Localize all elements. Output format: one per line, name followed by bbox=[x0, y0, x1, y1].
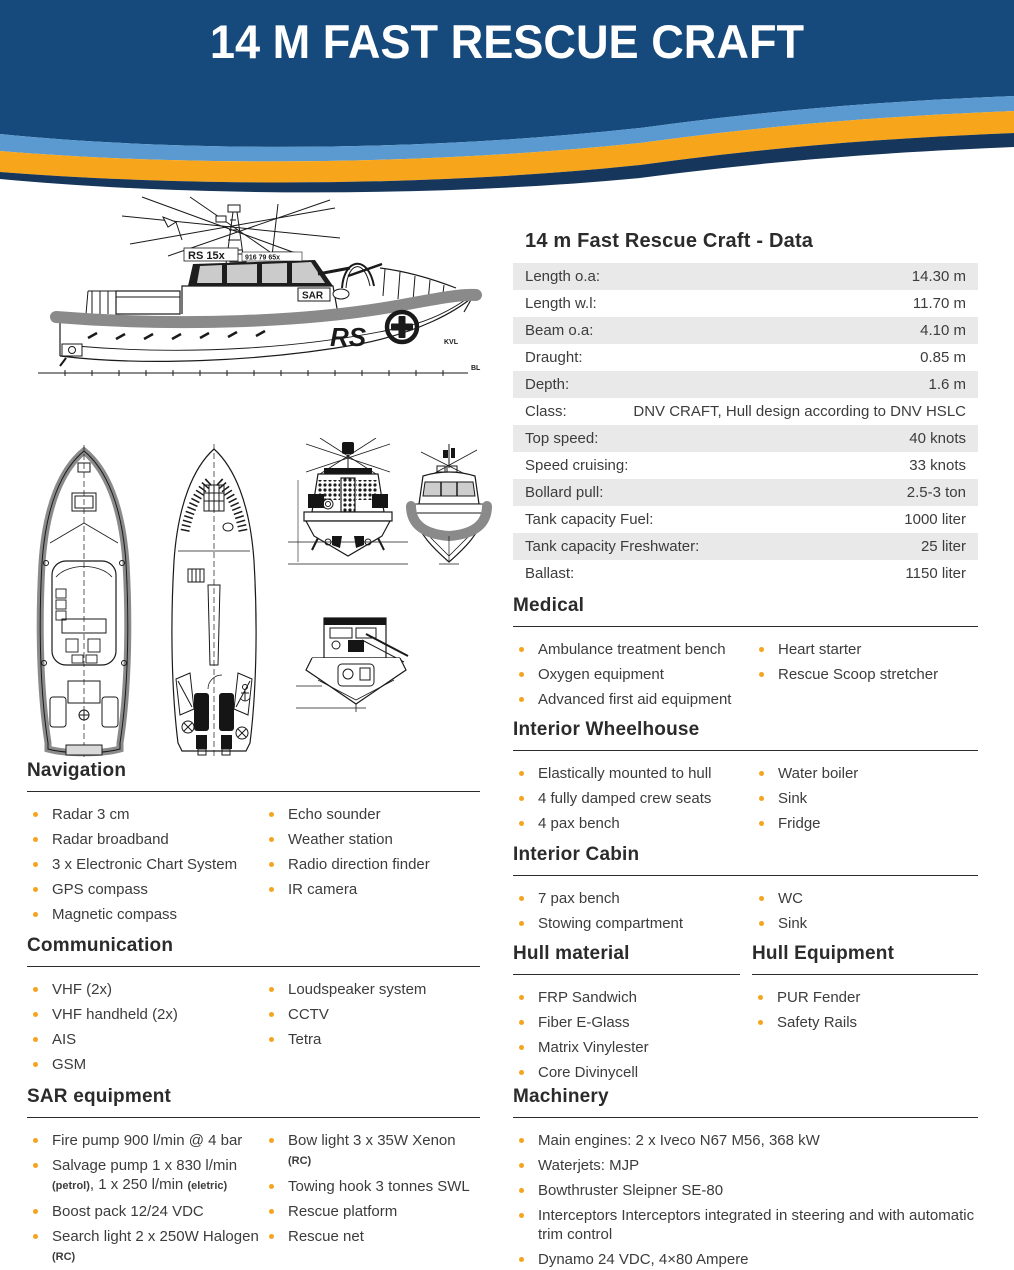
list-item-text: Loudspeaker system bbox=[288, 981, 427, 998]
list-item-text: AIS bbox=[52, 1031, 77, 1048]
list-item-text: Elastically mounted to hull bbox=[538, 765, 712, 782]
section-interior-wheelhouse bbox=[513, 719, 978, 839]
spec-row-label: Length w.l: bbox=[525, 295, 597, 312]
list-item bbox=[263, 980, 480, 999]
list-item-text: Matrix Vinylester bbox=[538, 1039, 649, 1056]
list-item bbox=[263, 830, 480, 849]
list-item-text: Safety Rails bbox=[777, 1014, 858, 1031]
list-item-text: Fire pump 900 l/min @ 4 bar bbox=[52, 1132, 243, 1149]
bullet-icon bbox=[519, 1138, 524, 1143]
list-item bbox=[513, 665, 753, 684]
communication-list-col2 bbox=[263, 980, 480, 1080]
spec-row bbox=[513, 479, 978, 506]
section-sar-equipment bbox=[27, 1086, 480, 1270]
bullet-icon bbox=[33, 1234, 38, 1239]
list-item-text: Rescue Scoop stretcher bbox=[778, 666, 939, 683]
bullet-icon bbox=[519, 821, 524, 826]
section-title-sar-equipment: SAR equipment bbox=[27, 1086, 480, 1118]
side-view-registration-label: RS 15x bbox=[188, 250, 225, 262]
section-machinery bbox=[513, 1086, 978, 1270]
bullet-icon bbox=[519, 672, 524, 677]
boat-lower-deck-plan-drawing bbox=[158, 443, 270, 761]
spec-row-label: Length o.a: bbox=[525, 268, 601, 285]
list-item bbox=[513, 1156, 978, 1175]
section-title-medical: Medical bbox=[513, 595, 978, 627]
list-item-text: Heart starter bbox=[778, 641, 862, 658]
section-title-interior-cabin: Interior Cabin bbox=[513, 844, 978, 876]
bullet-icon bbox=[33, 987, 38, 992]
boat-stern-view-drawing bbox=[288, 438, 408, 578]
section-communication bbox=[27, 935, 480, 1080]
list-item bbox=[263, 1131, 480, 1171]
bullet-icon bbox=[759, 821, 764, 826]
list-item bbox=[513, 814, 753, 833]
list-item bbox=[27, 1005, 263, 1024]
bullet-icon bbox=[519, 1257, 524, 1262]
list-item bbox=[753, 764, 978, 783]
boat-deck-plan-drawing bbox=[28, 443, 140, 761]
list-item bbox=[753, 914, 978, 933]
list-item-text: Bowthruster Sleipner SE-80 bbox=[538, 1182, 724, 1199]
bullet-icon bbox=[519, 697, 524, 702]
list-item-text: Echo sounder bbox=[288, 806, 381, 823]
list-item bbox=[753, 889, 978, 908]
spec-row-label: Ballast: bbox=[525, 565, 575, 582]
list-item bbox=[27, 1055, 263, 1074]
cabin-list-col2 bbox=[753, 889, 978, 939]
spec-data-table bbox=[513, 230, 978, 587]
section-title-hull-equipment: Hull Equipment bbox=[752, 943, 978, 975]
bullet-icon bbox=[759, 921, 764, 926]
bullet-icon bbox=[269, 862, 274, 867]
spec-row-value: 4.10 m bbox=[920, 322, 966, 339]
bullet-icon bbox=[33, 912, 38, 917]
boat-midship-section-drawing bbox=[296, 612, 416, 717]
spec-row-label: Speed cruising: bbox=[525, 457, 629, 474]
list-item-text: GPS compass bbox=[52, 881, 148, 898]
list-item-text: Tetra bbox=[288, 1031, 322, 1048]
wheelhouse-list-col1 bbox=[513, 764, 753, 839]
bullet-icon bbox=[269, 1138, 274, 1143]
spec-row bbox=[513, 425, 978, 452]
list-item-text: Ambulance treatment bench bbox=[538, 641, 726, 658]
list-item bbox=[27, 1227, 263, 1267]
list-item-text: FRP Sandwich bbox=[538, 989, 637, 1006]
list-item bbox=[263, 1202, 480, 1221]
machinery-list bbox=[513, 1131, 978, 1270]
bullet-icon bbox=[758, 995, 763, 1000]
spec-row bbox=[513, 371, 978, 398]
list-item-text: Dynamo 24 VDC, 4×80 Ampere bbox=[538, 1251, 749, 1268]
spec-row-label: Draught: bbox=[525, 349, 583, 366]
list-item-text: GSM bbox=[52, 1056, 87, 1073]
list-item-text: Advanced first aid equipment bbox=[538, 691, 732, 708]
list-item bbox=[27, 1156, 263, 1196]
list-item-text: CCTV bbox=[288, 1006, 329, 1023]
bullet-icon bbox=[269, 1184, 274, 1189]
list-item bbox=[513, 1038, 740, 1057]
spec-row-value: 2.5-3 ton bbox=[906, 484, 966, 501]
side-view-bl-label: BL bbox=[471, 365, 481, 372]
bullet-icon bbox=[269, 987, 274, 992]
list-item-text: Rescue net bbox=[288, 1228, 364, 1245]
spec-row-value: 25 liter bbox=[920, 538, 966, 555]
section-medical bbox=[513, 595, 978, 715]
section-hull-material bbox=[513, 943, 740, 1088]
list-item bbox=[27, 1131, 263, 1150]
bullet-icon bbox=[519, 1070, 524, 1075]
cabin-list-col1 bbox=[513, 889, 753, 939]
spec-row-value: 1000 liter bbox=[904, 511, 966, 528]
list-item-text: Rescue platform bbox=[288, 1203, 398, 1220]
list-item bbox=[513, 764, 753, 783]
bullet-icon bbox=[269, 887, 274, 892]
list-item bbox=[513, 1131, 978, 1150]
bullet-icon bbox=[33, 1037, 38, 1042]
list-item bbox=[753, 814, 978, 833]
bullet-icon bbox=[33, 812, 38, 817]
list-item bbox=[263, 1177, 480, 1196]
spec-row-value: 40 knots bbox=[909, 430, 966, 447]
bullet-icon bbox=[519, 771, 524, 776]
wheelhouse-list-col2 bbox=[753, 764, 978, 839]
section-title-interior-wheelhouse: Interior Wheelhouse bbox=[513, 719, 978, 751]
list-item bbox=[263, 880, 480, 899]
list-item bbox=[27, 830, 263, 849]
medical-list-col1 bbox=[513, 640, 753, 715]
list-item-text: Magnetic compass bbox=[52, 906, 178, 923]
list-item-text: Waterjets: MJP bbox=[538, 1157, 640, 1174]
list-item-text: Water boiler bbox=[778, 765, 859, 782]
bullet-icon bbox=[269, 1234, 274, 1239]
list-item-text: Sink bbox=[778, 790, 808, 807]
bullet-icon bbox=[33, 1138, 38, 1143]
spec-row-value: 1.6 m bbox=[928, 376, 966, 393]
list-item-text: Radar 3 cm bbox=[52, 806, 130, 823]
spec-row bbox=[513, 533, 978, 560]
list-item bbox=[263, 1030, 480, 1049]
list-item-text: 4 fully damped crew seats bbox=[538, 790, 712, 807]
spec-row bbox=[513, 263, 978, 290]
bullet-icon bbox=[519, 1163, 524, 1168]
bullet-icon bbox=[758, 1020, 763, 1025]
sar-list-col1 bbox=[27, 1131, 263, 1270]
list-item-text: WC bbox=[778, 890, 803, 907]
list-item bbox=[27, 805, 263, 824]
list-item bbox=[513, 988, 740, 1007]
navigation-list-col1 bbox=[27, 805, 263, 930]
list-item-text: Boost pack 12/24 VDC bbox=[52, 1203, 204, 1220]
bullet-icon bbox=[759, 647, 764, 652]
section-navigation bbox=[27, 760, 480, 930]
side-view-sar-label: SAR bbox=[302, 290, 324, 302]
spec-table-title: 14 m Fast Rescue Craft - Data bbox=[525, 230, 814, 252]
list-item bbox=[752, 988, 978, 1007]
bullet-icon bbox=[759, 796, 764, 801]
side-view-hull-code: RS bbox=[330, 322, 367, 352]
list-item-text: IR camera bbox=[288, 881, 358, 898]
sar-list-col2 bbox=[263, 1131, 480, 1270]
bullet-icon bbox=[269, 812, 274, 817]
list-item bbox=[513, 690, 753, 709]
spec-row-value: 14.30 m bbox=[911, 268, 966, 285]
list-item bbox=[513, 640, 753, 659]
bullet-icon bbox=[519, 1045, 524, 1050]
bullet-icon bbox=[33, 1062, 38, 1067]
communication-list-col1 bbox=[27, 980, 263, 1080]
spec-row-label: Beam o.a: bbox=[525, 322, 594, 339]
list-item bbox=[513, 1206, 978, 1244]
spec-row-value: 0.85 m bbox=[920, 349, 966, 366]
list-item-text: Radar broadband bbox=[52, 831, 169, 848]
bullet-icon bbox=[519, 896, 524, 901]
bullet-icon bbox=[519, 647, 524, 652]
list-item bbox=[27, 880, 263, 899]
spec-table-rows bbox=[513, 263, 978, 587]
spec-row-label: Depth: bbox=[525, 376, 570, 393]
list-item-text: Towing hook 3 tonnes SWL bbox=[288, 1178, 470, 1195]
bullet-icon bbox=[759, 896, 764, 901]
list-item bbox=[513, 914, 753, 933]
bullet-icon bbox=[269, 1037, 274, 1042]
section-title-navigation: Navigation bbox=[27, 760, 480, 792]
list-item-text: Fiber E-Glass bbox=[538, 1014, 630, 1031]
list-item bbox=[27, 980, 263, 999]
spec-row bbox=[513, 398, 978, 425]
bullet-icon bbox=[33, 1012, 38, 1017]
list-item-text: Salvage pump 1 x 830 l/min (petrol), 1 x 250 l/min (eletric) bbox=[52, 1157, 238, 1193]
bullet-icon bbox=[519, 1020, 524, 1025]
bullet-icon bbox=[33, 887, 38, 892]
list-item-text: Oxygen equipment bbox=[538, 666, 664, 683]
bullet-icon bbox=[33, 862, 38, 867]
list-item bbox=[513, 1181, 978, 1200]
list-item bbox=[27, 1030, 263, 1049]
spec-row-value: DNV CRAFT, Hull design according to DNV HSLC bbox=[633, 403, 966, 420]
list-item-text: Core Divinycell bbox=[538, 1064, 639, 1081]
spec-row bbox=[513, 344, 978, 371]
bullet-icon bbox=[519, 921, 524, 926]
section-title-machinery: Machinery bbox=[513, 1086, 978, 1118]
section-interior-cabin bbox=[513, 844, 978, 939]
spec-row bbox=[513, 317, 978, 344]
list-item-text: 7 pax bench bbox=[538, 890, 620, 907]
list-item bbox=[27, 1202, 263, 1221]
list-item-text: Main engines: 2 x Iveco N67 M56, 368 kW bbox=[538, 1132, 820, 1149]
side-view-number-label: 916 79 65x bbox=[245, 254, 281, 262]
section-title-communication: Communication bbox=[27, 935, 480, 967]
spec-row bbox=[513, 452, 978, 479]
bullet-icon bbox=[269, 1209, 274, 1214]
list-item-text: Interceptors Interceptors integrated in steering and with automatic trim control bbox=[538, 1207, 975, 1243]
bullet-icon bbox=[759, 672, 764, 677]
bullet-icon bbox=[519, 796, 524, 801]
list-item bbox=[753, 789, 978, 808]
boat-bow-view-drawing bbox=[403, 442, 495, 570]
list-item-text: 3 x Electronic Chart System bbox=[52, 856, 238, 873]
list-item bbox=[513, 1063, 740, 1082]
list-item-text: Weather station bbox=[288, 831, 393, 848]
bullet-icon bbox=[519, 995, 524, 1000]
list-item bbox=[263, 855, 480, 874]
list-item bbox=[263, 1227, 480, 1246]
spec-row bbox=[513, 290, 978, 317]
list-item-text: 4 pax bench bbox=[538, 815, 620, 832]
list-item-text: Search light 2 x 250W Halogen (RC) bbox=[52, 1228, 259, 1263]
list-item-text: VHF handheld (2x) bbox=[52, 1006, 178, 1023]
bullet-icon bbox=[33, 1209, 38, 1214]
bullet-icon bbox=[519, 1213, 524, 1218]
bullet-icon bbox=[33, 1163, 38, 1168]
section-title-hull-material: Hull material bbox=[513, 943, 740, 975]
list-item bbox=[263, 805, 480, 824]
list-item bbox=[513, 1013, 740, 1032]
list-item-text: Sink bbox=[778, 915, 808, 932]
list-item-text: VHF (2x) bbox=[52, 981, 112, 998]
spec-row-label: Class: bbox=[525, 403, 567, 420]
list-item bbox=[27, 905, 263, 924]
list-item-text: Fridge bbox=[778, 815, 821, 832]
list-item-text: Bow light 3 x 35W Xenon (RC) bbox=[288, 1132, 456, 1167]
spec-row-value: 11.70 m bbox=[912, 295, 966, 312]
boat-side-view-drawing bbox=[30, 196, 482, 388]
navigation-list-col2 bbox=[263, 805, 480, 930]
spec-row-label: Bollard pull: bbox=[525, 484, 604, 501]
list-item bbox=[513, 789, 753, 808]
spec-row-label: Tank capacity Freshwater: bbox=[525, 538, 700, 555]
bullet-icon bbox=[33, 837, 38, 842]
hull-equipment-list bbox=[752, 988, 978, 1038]
side-view-kvl-label: KVL bbox=[444, 339, 458, 346]
list-item-text: Radio direction finder bbox=[288, 856, 430, 873]
list-item bbox=[513, 1250, 978, 1269]
spec-row-value: 33 knots bbox=[909, 457, 966, 474]
list-item bbox=[752, 1013, 978, 1032]
list-item bbox=[753, 665, 978, 684]
list-item bbox=[753, 640, 978, 659]
page-title: 14 M FAST RESCUE CRAFT bbox=[209, 15, 805, 68]
list-item bbox=[27, 855, 263, 874]
bullet-icon bbox=[269, 837, 274, 842]
bullet-icon bbox=[519, 1188, 524, 1193]
list-item-text: PUR Fender bbox=[777, 989, 861, 1006]
hull-material-list bbox=[513, 988, 740, 1088]
list-item bbox=[513, 889, 753, 908]
spec-row bbox=[513, 560, 978, 587]
spec-row-label: Top speed: bbox=[525, 430, 599, 447]
list-item bbox=[263, 1005, 480, 1024]
bullet-icon bbox=[759, 771, 764, 776]
spec-row bbox=[513, 506, 978, 533]
list-item-text: Stowing compartment bbox=[538, 915, 684, 932]
spec-row-value: 1150 liter bbox=[905, 565, 966, 582]
medical-list-col2 bbox=[753, 640, 978, 715]
spec-row-label: Tank capacity Fuel: bbox=[525, 511, 654, 528]
section-hull-equipment bbox=[752, 943, 978, 1038]
bullet-icon bbox=[269, 1012, 274, 1017]
